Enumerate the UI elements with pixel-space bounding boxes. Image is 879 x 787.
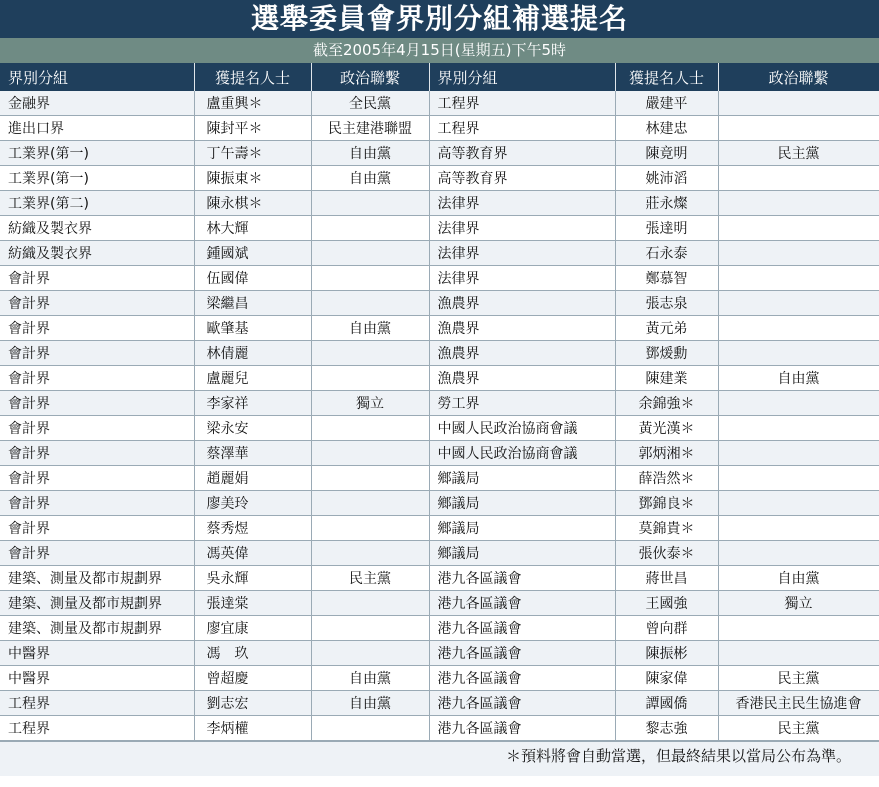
table-row xyxy=(0,116,879,141)
page-subtitle: 截至2005年4月15日(星期五)下午5時 xyxy=(0,38,879,63)
cell-sector-left: 工程界 xyxy=(0,716,194,741)
cell-nominee-right: 薛浩然＊ xyxy=(615,466,718,491)
cell-nominee-right: 莫錦貴＊ xyxy=(615,516,718,541)
cell-nominee-left: 劉志宏 xyxy=(194,691,311,716)
cell-sector-left: 會計界 xyxy=(0,441,194,466)
cell-sector-left: 中醫界 xyxy=(0,641,194,666)
cell-nominee-left: 歐肇基 xyxy=(194,316,311,341)
nominations-table xyxy=(0,63,879,741)
cell-nominee-right: 陳振彬 xyxy=(615,641,718,666)
table-row xyxy=(0,441,879,466)
cell-sector-right: 港九各區議會 xyxy=(429,716,615,741)
cell-sector-left: 建築、測量及都市規劃界 xyxy=(0,591,194,616)
table-row xyxy=(0,316,879,341)
table-row xyxy=(0,616,879,641)
cell-nominee-left: 李炳權 xyxy=(194,716,311,741)
cell-nominee-left: 趙麗娟 xyxy=(194,466,311,491)
cell-nominee-left: 廖美玲 xyxy=(194,491,311,516)
cell-sector-right: 港九各區議會 xyxy=(429,566,615,591)
cell-sector-left: 會計界 xyxy=(0,316,194,341)
cell-affiliation-left: 自由黨 xyxy=(311,666,429,691)
cell-affiliation-left: 自由黨 xyxy=(311,166,429,191)
footnote: ＊預料將會自動當選，但最終結果以當局公布為準。 xyxy=(0,741,879,776)
table-row xyxy=(0,91,879,116)
table-row xyxy=(0,516,879,541)
table-row xyxy=(0,541,879,566)
table-row xyxy=(0,666,879,691)
cell-nominee-right: 林建忠 xyxy=(615,116,718,141)
table-row xyxy=(0,591,879,616)
cell-sector-left: 會計界 xyxy=(0,366,194,391)
cell-sector-right: 勞工界 xyxy=(429,391,615,416)
cell-nominee-right: 蔣世昌 xyxy=(615,566,718,591)
cell-sector-right: 漁農界 xyxy=(429,316,615,341)
cell-affiliation-left xyxy=(311,441,429,466)
cell-nominee-left: 伍國偉 xyxy=(194,266,311,291)
page-title: 選舉委員會界別分組補選提名 xyxy=(0,0,879,38)
cell-sector-left: 紡織及製衣界 xyxy=(0,241,194,266)
cell-nominee-right: 張志泉 xyxy=(615,291,718,316)
cell-affiliation-left xyxy=(311,641,429,666)
cell-sector-right: 港九各區議會 xyxy=(429,666,615,691)
cell-nominee-right: 王國強 xyxy=(615,591,718,616)
cell-sector-left: 會計界 xyxy=(0,516,194,541)
cell-sector-right: 港九各區議會 xyxy=(429,616,615,641)
cell-sector-left: 工業界(第一) xyxy=(0,166,194,191)
table-row xyxy=(0,416,879,441)
table-row xyxy=(0,691,879,716)
cell-affiliation-right: 自由黨 xyxy=(718,366,879,391)
cell-nominee-right: 黃光漢＊ xyxy=(615,416,718,441)
cell-nominee-left: 梁永安 xyxy=(194,416,311,441)
cell-sector-right: 鄉議局 xyxy=(429,491,615,516)
cell-nominee-left: 林倩麗 xyxy=(194,341,311,366)
cell-affiliation-right xyxy=(718,241,879,266)
cell-sector-right: 鄉議局 xyxy=(429,541,615,566)
cell-sector-left: 工業界(第一) xyxy=(0,141,194,166)
cell-affiliation-left xyxy=(311,716,429,741)
cell-nominee-right: 余錦強＊ xyxy=(615,391,718,416)
cell-sector-right: 漁農界 xyxy=(429,341,615,366)
cell-sector-right: 港九各區議會 xyxy=(429,641,615,666)
table-row xyxy=(0,641,879,666)
cell-sector-left: 會計界 xyxy=(0,266,194,291)
table-row xyxy=(0,266,879,291)
cell-affiliation-right xyxy=(718,516,879,541)
cell-affiliation-right xyxy=(718,216,879,241)
cell-sector-right: 法律界 xyxy=(429,241,615,266)
cell-sector-left: 會計界 xyxy=(0,541,194,566)
table-row xyxy=(0,716,879,741)
cell-nominee-right: 張伙泰＊ xyxy=(615,541,718,566)
cell-sector-right: 法律界 xyxy=(429,191,615,216)
cell-nominee-left: 丁午壽＊ xyxy=(194,141,311,166)
table-row xyxy=(0,141,879,166)
cell-affiliation-right xyxy=(718,491,879,516)
cell-sector-right: 鄉議局 xyxy=(429,466,615,491)
cell-sector-right: 漁農界 xyxy=(429,366,615,391)
cell-nominee-right: 黃元弟 xyxy=(615,316,718,341)
cell-affiliation-right xyxy=(718,641,879,666)
cell-affiliation-left: 獨立 xyxy=(311,391,429,416)
cell-nominee-right: 鄧煖勳 xyxy=(615,341,718,366)
cell-sector-right: 鄉議局 xyxy=(429,516,615,541)
cell-affiliation-left xyxy=(311,416,429,441)
cell-sector-right: 港九各區議會 xyxy=(429,591,615,616)
cell-affiliation-right xyxy=(718,91,879,116)
cell-sector-right: 高等教育界 xyxy=(429,141,615,166)
cell-sector-right: 港九各區議會 xyxy=(429,691,615,716)
cell-affiliation-right: 香港民主民生協進會 xyxy=(718,691,879,716)
header-nominee-left: 獲提名人士 xyxy=(194,63,311,91)
cell-nominee-right: 姚沛滔 xyxy=(615,166,718,191)
cell-affiliation-right xyxy=(718,266,879,291)
cell-affiliation-left xyxy=(311,291,429,316)
cell-sector-left: 會計界 xyxy=(0,341,194,366)
cell-nominee-right: 嚴建平 xyxy=(615,91,718,116)
cell-affiliation-right xyxy=(718,391,879,416)
cell-nominee-right: 莊永燦 xyxy=(615,191,718,216)
cell-affiliation-right xyxy=(718,416,879,441)
cell-nominee-left: 鍾國斌 xyxy=(194,241,311,266)
cell-sector-right: 工程界 xyxy=(429,91,615,116)
table-row xyxy=(0,216,879,241)
cell-nominee-right: 石永泰 xyxy=(615,241,718,266)
cell-affiliation-left xyxy=(311,241,429,266)
cell-affiliation-left xyxy=(311,541,429,566)
cell-affiliation-left: 自由黨 xyxy=(311,691,429,716)
cell-sector-left: 工程界 xyxy=(0,691,194,716)
cell-nominee-right: 張達明 xyxy=(615,216,718,241)
table-row xyxy=(0,466,879,491)
table-row xyxy=(0,191,879,216)
cell-affiliation-left xyxy=(311,191,429,216)
cell-sector-left: 建築、測量及都市規劃界 xyxy=(0,616,194,641)
table-row xyxy=(0,341,879,366)
cell-nominee-left: 林大輝 xyxy=(194,216,311,241)
cell-affiliation-right xyxy=(718,291,879,316)
header-sector-right: 界別分組 xyxy=(429,63,615,91)
cell-sector-left: 進出口界 xyxy=(0,116,194,141)
cell-nominee-right: 郭炳湘＊ xyxy=(615,441,718,466)
cell-nominee-left: 廖宜康 xyxy=(194,616,311,641)
cell-nominee-right: 陳竟明 xyxy=(615,141,718,166)
cell-affiliation-left: 民主黨 xyxy=(311,566,429,591)
cell-affiliation-right xyxy=(718,616,879,641)
cell-affiliation-right xyxy=(718,441,879,466)
cell-nominee-left: 陳振東＊ xyxy=(194,166,311,191)
cell-sector-right: 法律界 xyxy=(429,216,615,241)
cell-sector-left: 會計界 xyxy=(0,466,194,491)
header-affiliation-right: 政治聯繫 xyxy=(718,63,879,91)
cell-affiliation-right: 自由黨 xyxy=(718,566,879,591)
table-row xyxy=(0,166,879,191)
cell-affiliation-left: 自由黨 xyxy=(311,316,429,341)
cell-nominee-left: 陳封平＊ xyxy=(194,116,311,141)
cell-sector-left: 金融界 xyxy=(0,91,194,116)
cell-affiliation-right: 民主黨 xyxy=(718,141,879,166)
cell-nominee-left: 李家祥 xyxy=(194,391,311,416)
cell-nominee-right: 曾向群 xyxy=(615,616,718,641)
cell-nominee-left: 吳永輝 xyxy=(194,566,311,591)
cell-affiliation-left xyxy=(311,266,429,291)
cell-affiliation-right xyxy=(718,116,879,141)
cell-sector-right: 高等教育界 xyxy=(429,166,615,191)
cell-sector-left: 工業界(第二) xyxy=(0,191,194,216)
header-sector-left: 界別分組 xyxy=(0,63,194,91)
cell-nominee-left: 蔡澤華 xyxy=(194,441,311,466)
cell-nominee-right: 譚國僑 xyxy=(615,691,718,716)
cell-affiliation-left: 自由黨 xyxy=(311,141,429,166)
cell-affiliation-right xyxy=(718,316,879,341)
cell-nominee-left: 盧重興＊ xyxy=(194,91,311,116)
cell-sector-left: 建築、測量及都市規劃界 xyxy=(0,566,194,591)
cell-sector-right: 中國人民政治協商會議 xyxy=(429,416,615,441)
cell-nominee-left: 梁繼昌 xyxy=(194,291,311,316)
cell-nominee-left: 陳永棋＊ xyxy=(194,191,311,216)
cell-affiliation-right xyxy=(718,191,879,216)
cell-sector-right: 中國人民政治協商會議 xyxy=(429,441,615,466)
cell-sector-left: 會計界 xyxy=(0,416,194,441)
cell-nominee-right: 陳家偉 xyxy=(615,666,718,691)
cell-affiliation-left xyxy=(311,216,429,241)
cell-affiliation-right: 民主黨 xyxy=(718,716,879,741)
cell-affiliation-left xyxy=(311,341,429,366)
cell-affiliation-left: 民主建港聯盟 xyxy=(311,116,429,141)
cell-sector-right: 漁農界 xyxy=(429,291,615,316)
cell-nominee-left: 盧麗兒 xyxy=(194,366,311,391)
cell-sector-left: 會計界 xyxy=(0,391,194,416)
cell-nominee-right: 陳建業 xyxy=(615,366,718,391)
table-row xyxy=(0,391,879,416)
cell-nominee-right: 鄧錦良＊ xyxy=(615,491,718,516)
cell-affiliation-left xyxy=(311,366,429,391)
cell-sector-left: 中醫界 xyxy=(0,666,194,691)
cell-sector-left: 會計界 xyxy=(0,291,194,316)
cell-affiliation-left: 全民黨 xyxy=(311,91,429,116)
table-row xyxy=(0,566,879,591)
cell-affiliation-right: 民主黨 xyxy=(718,666,879,691)
cell-sector-right: 法律界 xyxy=(429,266,615,291)
cell-nominee-left: 張達棠 xyxy=(194,591,311,616)
cell-affiliation-left xyxy=(311,616,429,641)
table-row xyxy=(0,291,879,316)
cell-affiliation-right: 獨立 xyxy=(718,591,879,616)
cell-affiliation-left xyxy=(311,516,429,541)
cell-sector-right: 工程界 xyxy=(429,116,615,141)
cell-nominee-right: 鄭慕智 xyxy=(615,266,718,291)
table-header-row xyxy=(0,63,879,91)
cell-sector-left: 紡織及製衣界 xyxy=(0,216,194,241)
cell-affiliation-left xyxy=(311,591,429,616)
cell-sector-left: 會計界 xyxy=(0,491,194,516)
cell-nominee-left: 馮英偉 xyxy=(194,541,311,566)
cell-affiliation-right xyxy=(718,166,879,191)
cell-affiliation-left xyxy=(311,491,429,516)
cell-affiliation-right xyxy=(718,466,879,491)
cell-affiliation-right xyxy=(718,541,879,566)
header-nominee-right: 獲提名人士 xyxy=(615,63,718,91)
table-row xyxy=(0,241,879,266)
table-row xyxy=(0,366,879,391)
cell-affiliation-right xyxy=(718,341,879,366)
cell-affiliation-left xyxy=(311,466,429,491)
header-affiliation-left: 政治聯繫 xyxy=(311,63,429,91)
table-row xyxy=(0,491,879,516)
cell-nominee-left: 馮 玖 xyxy=(194,641,311,666)
cell-nominee-right: 黎志強 xyxy=(615,716,718,741)
cell-nominee-left: 蔡秀煜 xyxy=(194,516,311,541)
cell-nominee-left: 曾超慶 xyxy=(194,666,311,691)
